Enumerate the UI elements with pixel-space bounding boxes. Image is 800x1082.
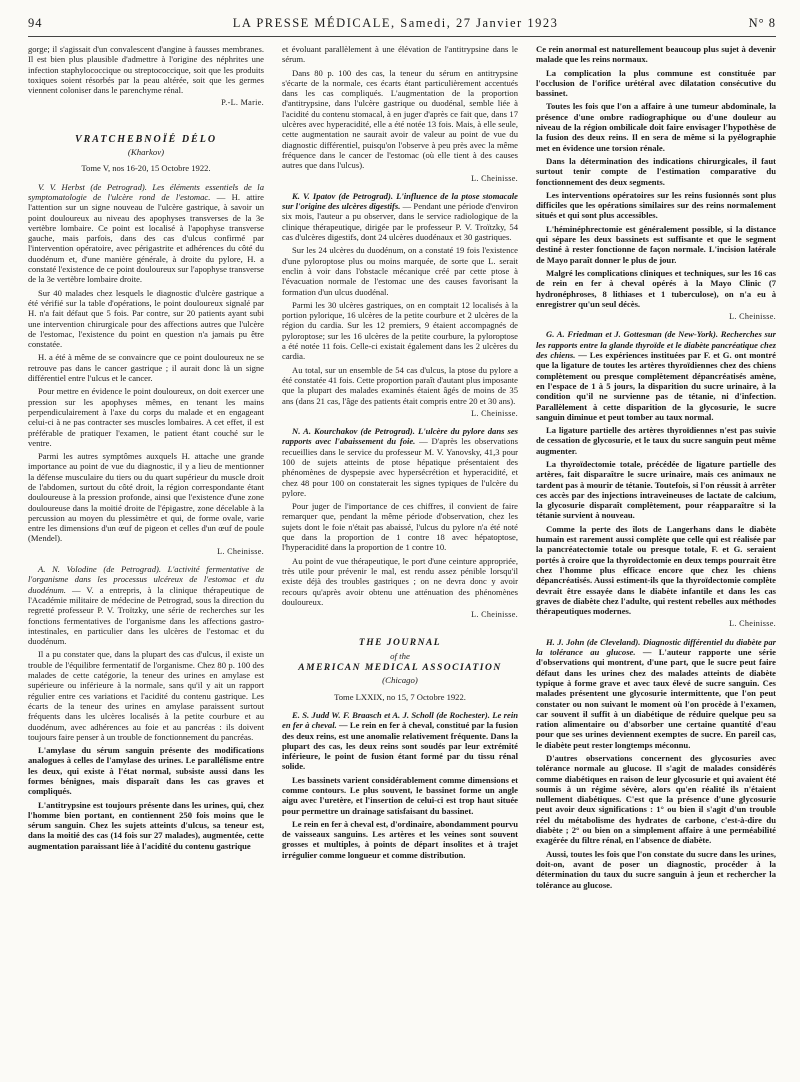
running-title: LA PRESSE MÉDICALE, Samedi, 27 Janvier 1923 (232, 16, 559, 30)
paragraph: La thyroïdectomie totale, précédée de ligature partielle des artères, fait disparaître le sucre urinaire, mais ces animaux ne tardent pas à mourir de tétanie. Toutefois, si l'on réussit à arrêter ces accès par des injections intraveineuses de lactate de calcium, la glycosurie disparaît complètement, pour réapparaître si la tétanie survient à nouveau. (536, 458, 776, 521)
paragraph: Au total, sur un ensemble de 54 cas d'ulcus, la ptose du pylore a été constatée 41 fois. Cette proportion paraît d'autant plus imposante que la plupart des malades examinés étaient âgés de moins de 35 ans (dans 21 cas, l'âge des patients était compris entre 20 et 30 ans). (282, 364, 518, 406)
journal-name-line-3: AMERICAN MEDICAL ASSOCIATION (298, 663, 502, 674)
column-2 (282, 44, 518, 1070)
journal-name: VRATCHEBNOÏÉ DÉLO (74, 133, 218, 145)
paragraph: Pour mettre en évidence le point douloureux, on doit exercer une pression sur les apophyses mêmes, en tenant les mains perpendiculairement à l'axe du corps du malade et en engageant celui-ci à ne pas contracter ses muscles lombaires. A cet effet, il est préférable de pratiquer l'examen, le patient étant couché sur le ventre. (28, 386, 264, 448)
paragraph: Le rein en fer à cheval est, d'ordinaire, abondamment pourvu de vaisseaux sanguins. Les artères et les veines sont souvent grosses et multiples, à points de départ insolites et à trajet irrégulier comme longueur et comme distribution. (282, 818, 518, 860)
paragraph: Les bassinets varient considérablement comme dimensions et comme contours. Le plus souvent, le bassinet forme un angle aigu avec l'uretère, et l'insertion de celui-ci est trop haut située pour permettre un drainage satisfaisant du bassinet. (282, 774, 518, 816)
paragraph: Sur 40 malades chez lesquels le diagnostic d'ulcère gastrique a été vérifié sur la table d'opérations, le point douloureux signalé par H. n'a fait défaut que 5 fois. Par contre, sur 20 patients ayant subi une intervention chirurgicale pour des affections autres que l'ulcère de l'estomac, l'existence du point en question n'a jamais pu être constatée. (28, 287, 264, 350)
paragraph: Parmi les 30 ulcères gastriques, on en comptait 12 localisés à la portion pylorique, 16 ulcères de la petite courbure et 2 ulcères de la région du cardia. Sur les 12 premiers, 9 étaient accompagnés de pyloroptose; sur les 16 ulcères de la petite courbure, la pyloroptose a été notée 11 fois. Celle-ci existait également dans les 2 ulcères du cardia. (282, 299, 518, 362)
journal-city: (Kharkov) (127, 147, 165, 158)
article-title: K. V. Ipatov (de Petrograd). L'influence de la ptose stomacale sur l'origine des ulcères digestifs. (282, 190, 518, 212)
column-1 (28, 44, 264, 1070)
issue-number: N° 8 (748, 16, 776, 30)
article-title: V. V. Herbst (de Petrograd). Les éléments essentiels de la symptomatologie de l'ulcère rond de l'estomac. (28, 181, 264, 202)
paragraph: Les interventions opératoires sur les reins fusionnés sont plus difficiles que les opérations similaires sur des reins normalement situés et qui sont plus accessibles. (536, 189, 776, 221)
article-abstract: K. V. Ipatov (de Petrograd). L'influence de la ptose stomacale sur l'origine des ulcères digestifs. — Pendant une période d'environ six mois, l'auteur a pu observer, dans le service radiologique de la clinique thérapeutique, dirigée par le professeur P. V. Troïtzky, 54 cas d'ulcères digestifs, dont 24 ulcères duodénaux et 30 gastriques. (282, 190, 518, 243)
article-abstract: N. A. Kourchakov (de Petrograd). L'ulcère du pylore dans ses rapports avec l'abaissement du foie. — D'après les observations recueillies dans le service du professeur M. V. Yanovsky, 41,3 pour 100 de sujets atteints de ptose hépatique présentaient des phénomènes de dyspepsie avec hypersécrétion et hyperacidité, et chez 48 pour 100 on constaterait les signes typiques de l'ulcère du pylore. (282, 426, 518, 498)
paragraph: Comme la perte des îlots de Langerhans dans le diabète humain est rarement aussi complète que celle qui est réalisée par la pancréatectomie totale ou presque totale, F. et G. seraient portés à croire que la thyroïdectomie en deux temps pourrait être chez l'homme plus efficace encore que chez les chiens dépancréatisés. Aussi estiment-ils que la thyroïdectomie complète devrait être essayée dans le diabète infantile et dans les cas graves de diabète chez l'adulte, qui restent rebelles aux méthodes thérapeutiques modernes. (536, 523, 776, 617)
paragraph: Toutes les fois que l'on a affaire à une tumeur abdominale, la présence d'une ombre radiographique ou d'une douleur au niveau de la région ombilicale doit faire envisager l'hypothèse de la fusion des deux reins. Il en sera de même si la pyélographie met en évidence une torsion rénale. (536, 101, 776, 153)
signature: L. Cheinisse. (471, 173, 518, 183)
journal-city: (Chicago) (382, 675, 418, 686)
article-abstract: G. A. Friedman et J. Gottesman (de New-York). Recherches sur les rapports entre la glande thyroïde et le diabète pancréatique chez des chiens. — Les expériences instituées par F. et G. ont montré que la ligature de toutes les artères thyroïdiennes chez des chiens complètement ou presque complètement dépancréatisés amène, en l'espace de 1 à 5 jours, la disparition du sucre urinaire, à la condition qu'il ne survienne pas de tétanie, ni d'infection. Parallèlement à cette disparition de la glycosurie, le sucre sanguin diminue et peut tomber au taux normal. (536, 329, 776, 422)
journal-reference: Tome LXXIX, no 15, 7 Octobre 1922. (334, 691, 466, 702)
paragraph: Dans 80 p. 100 des cas, la teneur du sérum en antitrypsine s'écarte de la normale, ces écarts étant particulièrement accentués dans les cas compliqués. L'augmentation de la proportion d'antitrypsine, dans l'ulcère gastrique ou duodénal, semble liée à l'acidité du contenu stomacal, à en juger d'après ce fait que, dans 17 ulcères avec hyperacidité, elle a été notée 13 fois. Mais, à elle seule, cette augmentation ne saurait avoir de valeur au point de vue du diagnostic différentiel, puisqu'on l'observe à peu près avec la même fréquence dans le cancer de l'estomac (où elle tient à des causes autres que dans l'ulcus). (282, 67, 518, 171)
paragraph: gorge; il s'agissait d'un convalescent d'angine à fausses membranes. Il est bien plus plausible d'admettre à l'origine des néphrites une infection staphylococcique ou streptococcique, soit que les produits toxiques soient résorbés par la peau altérée, soit que les germes viennent coloniser dans le parenchyme rénal. (28, 44, 264, 96)
page-number: 94 (28, 16, 43, 30)
paragraph: Ce rein anormal est naturellement beaucoup plus sujet à devenir malade que les reins normaux. (536, 44, 776, 65)
paragraph: Au point de vue thérapeutique, le port d'une ceinture appropriée, très utile pour prévenir le mal, est rendu assez pénible lorsqu'il existe déjà des troubles gastriques ; on ne devra donc y avoir recours qu'après avoir obtenu une atténuation des phénomènes douloureux. (282, 555, 518, 607)
article-abstract: E. S. Judd W. F. Braasch et A. J. Scholl (de Rochester). Le rein en fer à cheval. — Le rein en fer à cheval, constitué par la fusion des deux reins, est une anomalie relativement fréquente. Dans la plupart des cas, les deux reins sont soudés par leur extrémité inférieure, le point de fusion étant formé par du tissu rénal solide. (282, 709, 518, 772)
article-title: G. A. Friedman et J. Gottesman (de New-York). Recherches sur les rapports entre la glande thyroïde et le diabète pancréatique chez des chiens. (536, 329, 776, 361)
journal-reference: Tome V, nos 16-20, 15 Octobre 1922. (81, 163, 211, 174)
signature: P.-L. Marie. (221, 98, 264, 108)
article-abstract: A. N. Volodine (de Petrograd). L'activité fermentative de l'organisme dans les processus ulcéreux de l'estomac et du duodénum. — V. a entrepris, à la clinique thérapeutique de l'Académie militaire de médecine de Petrograd, sous la direction du regretté professeur P. V. Troïtzky, une série de recherches sur les fonctions fermentatives de l'organisme dans les affections gastro-intestinales, en particulier dans les ulcères de l'estomac et du duodénum. (28, 564, 264, 647)
paragraph: Malgré les complications cliniques et techniques, sur les 16 cas de rein en fer à cheval opérés à la Mayo Clinic (7 hydronéphroses, 8 lithiases et 1 tuberculose), on n'a eu à enregistrer qu'un seul décès. (536, 267, 776, 309)
header-rule (28, 36, 776, 37)
article-title: E. S. Judd W. F. Braasch et A. J. Scholl (de Rochester). Le rein en fer à cheval. (282, 709, 518, 731)
signature: L. Cheinisse. (471, 408, 518, 418)
paragraph: Dans la détermination des indications chirurgicales, il faut surtout tenir compte de l'estimation comparative du fonctionnement des deux segments. (536, 155, 776, 187)
paragraph: La ligature partielle des artères thyroïdiennes n'est pas suivie de cessation de glycosurie, et le taux du sucre sanguin peut même augmenter. (536, 425, 776, 456)
paragraph: Il a pu constater que, dans la plupart des cas d'ulcus, il existe un trouble de l'équilibre fermentatif de l'organisme. Chez 80 p. 100 des malades de cette catégorie, la teneur des urines en amylase est supérieure ou inférieure à la normale, sans qu'il y ait un rapport régulier entre ces variations et l'acidité du contenu gastrique. Les écarts de la teneur des urines en amylase paraissent surtout fréquents dans les ulcères localisés à la petite courbure et au duodénum, avec adhérences au foie et au pancréas : ils doivent toujours faire penser à un trouble de fonctionnement du pancréas. (28, 649, 264, 742)
column-3 (536, 44, 776, 1070)
signature: L. Cheinisse. (217, 546, 264, 556)
signature: L. Cheinisse. (729, 312, 776, 322)
paragraph: Aussi, toutes les fois que l'on constate du sucre dans les urines, doit-on, avant de poser un diagnostic, procéder à la détermination du taux du sucre sanguin à jeun et rechercher la tolérance au glucose. (536, 848, 776, 890)
paragraph: L'amylase du sérum sanguin présente des modifications analogues à celles de l'amylase des urines. Le parallélisme entre les deux, qui existe à l'état normal, subsiste aussi dans les formes bénignes, mais disparaît dans les cas graves et compliqués. (28, 745, 264, 797)
journal-name-line-2: of the (390, 650, 410, 661)
paragraph: Sur les 24 ulcères du duodénum, on a constaté 19 fois l'existence d'une pyloroptose plus ou moins marquée, de sorte que L. serait enclin à voir dans l'obstacle mécanique créé par cette ptose à l'évacuation normale de l'estomac une des causes favorisant la formation d'un ulcus duodénal. (282, 245, 518, 297)
article-abstract: V. V. Herbst (de Petrograd). Les éléments essentiels de la symptomatologie de l'ulcère rond de l'estomac. — H. attire l'attention sur un signe nouveau de l'ulcère gastrique, à savoir un point douloureux au niveau des apophyses transverses de la 3e vertèbre lombaire. Ce point est localisé à l'apophyse transverse gauche, mais parfois, dans des cas d'ulcus confirmé par l'intervention opératoire, avec périgastrite et adhérences du côté du duodénum et, d'une manière générale, à droite du pylore, H. a constaté l'existence de ce point douloureux sur l'apophyse transverse de la 3e vertèbre lombaire droite. (28, 181, 264, 285)
paragraph: D'autres observations concernent des glycosuries avec tolérance normale au glucose. Il s'agit de malades considérés comme diabétiques en raison de leur glycosurie et qui avaient été soumis à un régime sévère, alors qu'en réalité ils n'étaient nullement diabétiques. C'est que la présence d'une glycosurie peut avoir deux significations : 1° ou bien il s'agit d'un trouble réel du métabolisme des hydrates de carbone, c'est-à-dire du diabète ; 2° ou bien on a simplement affaire à une perméabilité exagérée du filtre rénal, en l'absence de diabète. (536, 753, 776, 846)
paragraph: Parmi les autres symptômes auxquels H. attache une grande importance au point de vue du diagnostic, il y a lieu de mentionner la défense musculaire du tiers ou du quart supérieur du muscle droit de l'abdomen, surtout du côté droit, la région correspondante étant douloureuse à la pression profonde, ainsi que l'existence d'une zone douloureuse dans la moitié droite de l'épigastre, zone décelable à la percussion au moyen du plessimètre et qui, de forme ovale, varie entre les dimensions d'un œuf de pigeon et celles d'un œuf de poule (Mendel). (28, 451, 264, 544)
article-title: A. N. Volodine (de Petrograd). L'activité fermentative de l'organisme dans les processus ulcéreux de l'estomac et du duodénum. (28, 564, 264, 595)
signature: L. Cheinisse. (471, 610, 518, 620)
article-abstract: H. J. John (de Cleveland). Diagnostic différentiel du diabète par la tolérance au glucose. — L'auteur rapporte une série d'observations qui montrent, d'une part, que le sucre peut faire défaut dans les urines chez des malades atteints de diabète typique à forme grave et avec taux élevé de sucre sanguin. Ces malades présentent une glycosurie intermittente, que l'on peut constater ou non suivant le moment où l'on procède à l'examen, car souvent il suffit à un diabétique de réduire quelque peu sa ration alimentaire ou d'absorber une certaine quantité d'eau pour que ses urines deviennent exemptes de sucre. En pareil cas, le diabète peut rester longtemps méconnu. (536, 636, 776, 750)
paragraph: H. a été à même de se convaincre que ce point douloureux ne se retrouve pas dans le cancer gastrique ; il aurait donc là un signe différentiel entre l'ulcus et le cancer. (28, 352, 264, 384)
paragraph: La complication la plus commune est constituée par l'occlusion de l'orifice urétéral avec dilatation consécutive du bassinet. (536, 67, 776, 99)
article-title: H. J. John (de Cleveland). Diagnostic différentiel du diabète par la tolérance au glucose. (536, 636, 776, 658)
paragraph: et évoluant parallèlement à une élévation de l'antitrypsine dans le sérum. (282, 44, 518, 65)
page-header (28, 16, 776, 34)
journal-name-line-1: THE JOURNAL (358, 638, 442, 649)
paragraph: L'héminéphrectomie est généralement possible, si la distance qui sépare les deux bassinets est suffisante et que le segment destiné à rester fonctionne de façon normale. L'incision latérale de Mayo paraît donner le plus de jour. (536, 223, 776, 265)
paragraph: Pour juger de l'importance de ces chiffres, il convient de faire remarquer que, pendant la même période d'observation, chez les sujets dont le foie n'était pas abaissé, l'ulcus du pylore n'a été noté que dans la proportion de 1 contre 18 avec hépatoptose, l'hyperacidité dans la proportion de 1 contre 10. (282, 501, 518, 553)
article-title: N. A. Kourchakov (de Petrograd). L'ulcère du pylore dans ses rapports avec l'abaissement du foie. (282, 426, 518, 447)
signature: L. Cheinisse. (729, 619, 776, 629)
paragraph: L'antitrypsine est toujours présente dans les urines, qui, chez l'homme bien portant, en contiennent 250 fois moins que le sérum sanguin. Chez les sujets atteints d'ulcus, sa teneur est, dans la moitié des cas (14 fois sur 27 malades), augmentée, cette augmentation paraissant liée à l'acidité du contenu gastrique (28, 799, 264, 851)
